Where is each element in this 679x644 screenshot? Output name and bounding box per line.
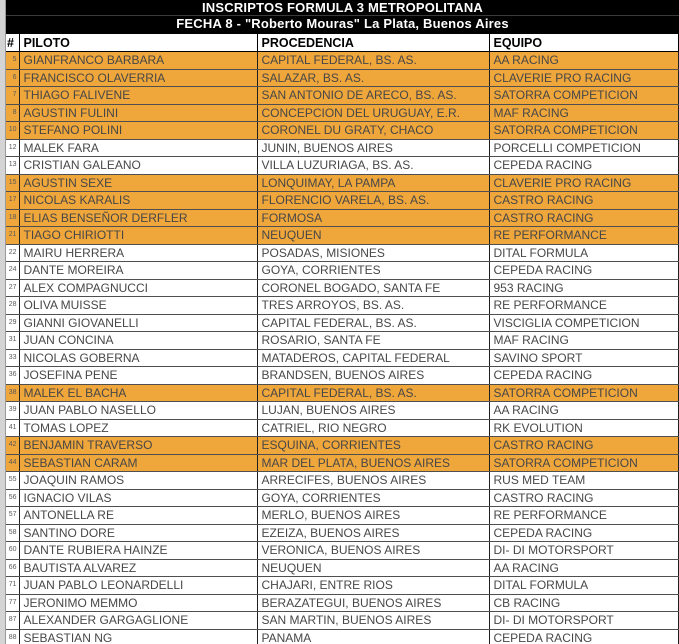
origin-cell: NEUQUEN [257,227,489,245]
row-number: 15 [6,174,19,192]
row-number: 44 [6,454,19,472]
origin-cell: LUJAN, BUENOS AIRES [257,402,489,420]
table-row [6,262,679,280]
pilot-name-cell: MALEK EL BACHA [19,384,257,402]
team-cell: CB RACING [489,594,679,612]
origin-cell: GOYA, CORRIENTES [257,262,489,280]
origin-cell: TRES ARROYOS, BS. AS. [257,297,489,315]
table-row [6,419,679,437]
row-number: 21 [6,227,19,245]
pilot-name-cell: OLIVA MUISSE [19,297,257,315]
team-cell: AA RACING [489,559,679,577]
team-cell: CEPEDA RACING [489,262,679,280]
table-row [6,594,679,612]
origin-cell: MERLO, BUENOS AIRES [257,507,489,525]
origin-cell: POSADAS, MISIONES [257,244,489,262]
content-area [6,0,679,644]
row-number: 22 [6,244,19,262]
table-row [6,69,679,87]
team-cell: AA RACING [489,52,679,70]
row-number: 24 [6,262,19,280]
page-subtitle: FECHA 8 - "Roberto Mouras" La Plata, Buenos Aires [6,15,679,31]
team-cell: CLAVERIE PRO RACING [489,174,679,192]
team-cell: SATORRA COMPETICION [489,122,679,140]
team-cell: RE PERFORMANCE [489,507,679,525]
table-row [6,244,679,262]
row-number: 5 [6,52,19,70]
pilot-name-cell: MALEK FARA [19,139,257,157]
table-row [6,297,679,315]
origin-cell: MATADEROS, CAPITAL FEDERAL [257,349,489,367]
pilot-name-cell: JOSEFINA PENE [19,367,257,385]
row-number: 8 [6,104,19,122]
origin-cell: FLORENCIO VARELA, BS. AS. [257,192,489,210]
table-row [6,367,679,385]
pilot-name-cell: MAIRU HERRERA [19,244,257,262]
team-cell: MAF RACING [489,332,679,350]
row-number: 60 [6,542,19,560]
origin-cell: CONCEPCION DEL URUGUAY, E.R. [257,104,489,122]
table-row [6,577,679,595]
pilot-name-cell: TIAGO CHIRIOTTI [19,227,257,245]
origin-cell: CORONEL DU GRATY, CHACO [257,122,489,140]
pilot-name-cell: JUAN CONCINA [19,332,257,350]
row-number: 38 [6,384,19,402]
origin-cell: CORONEL BOGADO, SANTA FE [257,279,489,297]
team-cell: PORCELLI COMPETICION [489,139,679,157]
table-row [6,52,679,70]
team-cell: SAVINO SPORT [489,349,679,367]
origin-cell: ESQUINA, CORRIENTES [257,437,489,455]
column-header-number: # [6,34,19,52]
origin-cell: MAR DEL PLATA, BUENOS AIRES [257,454,489,472]
pilot-name-cell: GIANFRANCO BARBARA [19,52,257,70]
pilot-name-cell: ANTONELLA RE [19,507,257,525]
origin-cell: CATRIEL, RIO NEGRO [257,419,489,437]
team-cell: CASTRO RACING [489,192,679,210]
team-cell: DITAL FORMULA [489,244,679,262]
row-number: 33 [6,349,19,367]
pilot-name-cell: ELIAS BENSEÑOR DERFLER [19,209,257,227]
row-number: 27 [6,279,19,297]
row-number: 6 [6,69,19,87]
pilot-name-cell: FRANCISCO OLAVERRIA [19,69,257,87]
table-row [6,139,679,157]
origin-cell: CAPITAL FEDERAL, BS. AS. [257,52,489,70]
title-bar [6,0,679,33]
table-row [6,192,679,210]
header-row [6,34,679,52]
origin-cell: VERONICA, BUENOS AIRES [257,542,489,560]
table-row [6,524,679,542]
table-row [6,122,679,140]
entries-table [6,33,679,644]
team-cell: 953 RACING [489,279,679,297]
pilot-name-cell: DANTE MOREIRA [19,262,257,280]
origin-cell: GOYA, CORRIENTES [257,489,489,507]
team-cell: DI- DI MOTORSPORT [489,542,679,560]
row-number: 71 [6,577,19,595]
table-row [6,542,679,560]
team-cell: SATORRA COMPETICION [489,384,679,402]
pilot-name-cell: JERONIMO MEMMO [19,594,257,612]
table-row [6,489,679,507]
row-number: 77 [6,594,19,612]
table-row [6,87,679,105]
team-cell: CEPEDA RACING [489,524,679,542]
pilot-name-cell: NICOLAS KARALIS [19,192,257,210]
pilot-name-cell: CRISTIAN GALEANO [19,157,257,175]
table-row [6,332,679,350]
table-row [6,314,679,332]
table-row [6,227,679,245]
table-row [6,157,679,175]
table-row [6,454,679,472]
row-number: 36 [6,367,19,385]
page-title: INSCRIPTOS FORMULA 3 METROPOLITANA [201,0,483,15]
origin-cell: BERAZATEGUI, BUENOS AIRES [257,594,489,612]
origin-cell: SAN ANTONIO DE ARECO, BS. AS. [257,87,489,105]
row-number: 28 [6,297,19,315]
table-row [6,612,679,630]
table-row [6,437,679,455]
origin-cell: JUNIN, BUENOS AIRES [257,139,489,157]
table-row [6,629,679,644]
table-row [6,279,679,297]
pilot-name-cell: JUAN PABLO LEONARDELLI [19,577,257,595]
origin-cell: LONQUIMAY, LA PAMPA [257,174,489,192]
row-number: 57 [6,507,19,525]
row-number: 13 [6,157,19,175]
row-number: 66 [6,559,19,577]
origin-cell: CAPITAL FEDERAL, BS. AS. [257,384,489,402]
pilot-name-cell: SANTINO DORE [19,524,257,542]
origin-cell: ROSARIO, SANTA FE [257,332,489,350]
pilot-name-cell: SEBASTIAN NG [19,629,257,644]
origin-cell: PANAMA [257,629,489,644]
column-header-procedencia: PROCEDENCIA [257,34,489,52]
team-cell: CEPEDA RACING [489,629,679,644]
row-number: 88 [6,629,19,644]
pilot-name-cell: GIANNI GIOVANELLI [19,314,257,332]
row-number: 12 [6,139,19,157]
pilot-name-cell: BAUTISTA ALVAREZ [19,559,257,577]
team-cell: DITAL FORMULA [489,577,679,595]
pilot-name-cell: JOAQUIN RAMOS [19,472,257,490]
pilot-name-cell: JUAN PABLO NASELLO [19,402,257,420]
row-number: 41 [6,419,19,437]
table-row [6,209,679,227]
row-number: 18 [6,209,19,227]
origin-cell: CAPITAL FEDERAL, BS. AS. [257,314,489,332]
origin-cell: NEUQUEN [257,559,489,577]
row-number: 87 [6,612,19,630]
team-cell: CEPEDA RACING [489,367,679,385]
table-row [6,402,679,420]
table-row [6,384,679,402]
pilot-name-cell: STEFANO POLINI [19,122,257,140]
row-number: 17 [6,192,19,210]
row-number: 39 [6,402,19,420]
column-header-equipo: EQUIPO [489,34,679,52]
origin-cell: EZEIZA, BUENOS AIRES [257,524,489,542]
pilot-name-cell: TOMAS LOPEZ [19,419,257,437]
team-cell: SATORRA COMPETICION [489,454,679,472]
origin-cell: BRANDSEN, BUENOS AIRES [257,367,489,385]
team-cell: DI- DI MOTORSPORT [489,612,679,630]
pilot-name-cell: AGUSTIN SEXE [19,174,257,192]
origin-cell: SALAZAR, BS. AS. [257,69,489,87]
team-cell: CASTRO RACING [489,437,679,455]
table-row [6,104,679,122]
origin-cell: CHAJARI, ENTRE RIOS [257,577,489,595]
pilot-name-cell: NICOLAS GOBERNA [19,349,257,367]
pilot-name-cell: THIAGO FALIVENE [19,87,257,105]
pilot-name-cell: BENJAMIN TRAVERSO [19,437,257,455]
team-cell: CASTRO RACING [489,489,679,507]
row-number: 7 [6,87,19,105]
row-number: 31 [6,332,19,350]
team-cell: CLAVERIE PRO RACING [489,69,679,87]
origin-cell: FORMOSA [257,209,489,227]
pilot-name-cell: IGNACIO VILAS [19,489,257,507]
row-number: 42 [6,437,19,455]
team-cell: RE PERFORMANCE [489,297,679,315]
origin-cell: VILLA LUZURIAGA, BS. AS. [257,157,489,175]
team-cell: RE PERFORMANCE [489,227,679,245]
table-body [6,52,679,644]
row-number: 10 [6,122,19,140]
team-cell: MAF RACING [489,104,679,122]
column-header-piloto: PILOTO [19,34,257,52]
row-number: 29 [6,314,19,332]
origin-cell: ARRECIFES, BUENOS AIRES [257,472,489,490]
row-number: 58 [6,524,19,542]
team-cell: CASTRO RACING [489,209,679,227]
pilot-name-cell: SEBASTIAN CARAM [19,454,257,472]
pilot-name-cell: DANTE RUBIERA HAINZE [19,542,257,560]
row-number: 55 [6,472,19,490]
origin-cell: SAN MARTIN, BUENOS AIRES [257,612,489,630]
team-cell: CEPEDA RACING [489,157,679,175]
team-cell: AA RACING [489,402,679,420]
pilot-name-cell: AGUSTIN FULINI [19,104,257,122]
table-row [6,174,679,192]
team-cell: VISCIGLIA COMPETICION [489,314,679,332]
table-row [6,472,679,490]
team-cell: SATORRA COMPETICION [489,87,679,105]
team-cell: RK EVOLUTION [489,419,679,437]
team-cell: RUS MED TEAM [489,472,679,490]
table-row [6,349,679,367]
table-row [6,559,679,577]
pilot-name-cell: ALEXANDER GARGAGLIONE [19,612,257,630]
pilot-name-cell: ALEX COMPAGNUCCI [19,279,257,297]
table-row [6,507,679,525]
row-number: 56 [6,489,19,507]
